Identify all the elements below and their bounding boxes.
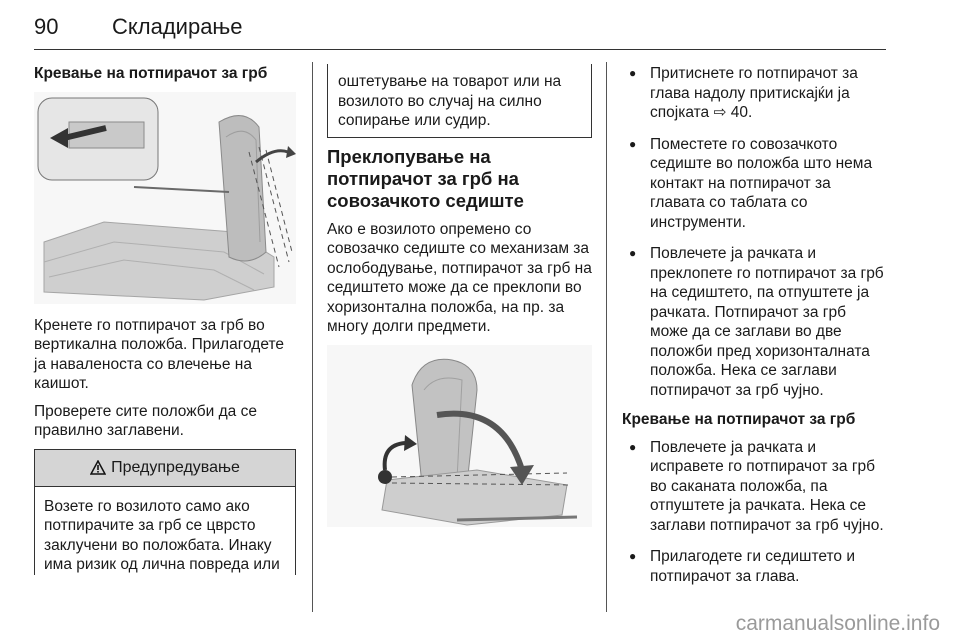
- list-item: ● Притиснете го потпирачот за глава надолу притискајќи ја спојката ⇨ 40.: [622, 64, 886, 123]
- warning-header: [35, 450, 295, 487]
- warning-triangle-icon: [90, 460, 106, 475]
- column-1: [34, 64, 296, 575]
- column-divider-1: [312, 62, 313, 612]
- paragraph-check-positions: Проверете сите положби да се правилно заглавени.: [34, 402, 257, 439]
- warning-box-continuation: [327, 64, 592, 138]
- warning-box: [34, 449, 296, 575]
- list-item: ● Повлечете ја рачката и преклопете го потпирачот за грб на седиштето, па отпуштете ја рачката. Потпирачот за грб може да се заглави во две положби пред хоризонталната положба. Нека се заглави потпирачот за грб чујно.: [622, 244, 886, 400]
- rear-seat-illustration: [34, 92, 296, 304]
- warning-text: Возете го возилото само ако потпирачите за грб се цврсто заклучени во положбата. Инаку има ризик од лична повреда или: [44, 497, 280, 573]
- subheading-raise-backrest-2: Кревање на потпирачот за грб: [622, 411, 856, 428]
- watermark: carmanualsonline.info: [735, 612, 940, 635]
- header-rule: [34, 49, 886, 50]
- list-item: ● Повлечете ја рачката и исправете го потпирачот за грб во саканата положба, па отпуштете ја рачката. Нека се заглави потпирачот за грб чујно.: [622, 438, 886, 536]
- paragraph-fold-description: Ако е возилото опремено со совозачко седиште со механизам за ослободување, потпирачот за грб на седиштето може да се преклопи во хоризонтална положба, на пр. за многу долги предмети.: [327, 220, 592, 335]
- raise-steps-list: [622, 438, 886, 587]
- heading-fold-passenger-backrest: Преклопување на потпирачот за грб на совозачкото седиште: [327, 145, 524, 211]
- warning-continued-text: оштетување на товарот или на возилото во случај на силно сопирање или судир.: [338, 73, 562, 129]
- column-2: [327, 64, 592, 527]
- subheading-raise-backrest: Кревање на потпирачот за грб: [34, 65, 268, 82]
- list-item: ● Поместете го совозачкото седиште во положба што нема контакт на потпирачот за главата со таблата со инструменти.: [622, 135, 886, 233]
- list-item: ● Прилагодете ги седиштето и потпирачот за глава.: [622, 547, 886, 586]
- column-divider-2: [606, 62, 607, 612]
- paragraph-raise-instructions: Кренете го потпирачот за грб во вертикална положба. Прилагодете ја наваленоста со влечење на каишот.: [34, 316, 284, 392]
- warning-title: Предупредување: [111, 458, 240, 476]
- section-title: Складирање: [112, 14, 243, 39]
- passenger-seat-illustration: [327, 345, 592, 527]
- fold-steps-list: [622, 64, 886, 400]
- page-number: 90: [34, 14, 59, 39]
- column-3: [622, 64, 886, 598]
